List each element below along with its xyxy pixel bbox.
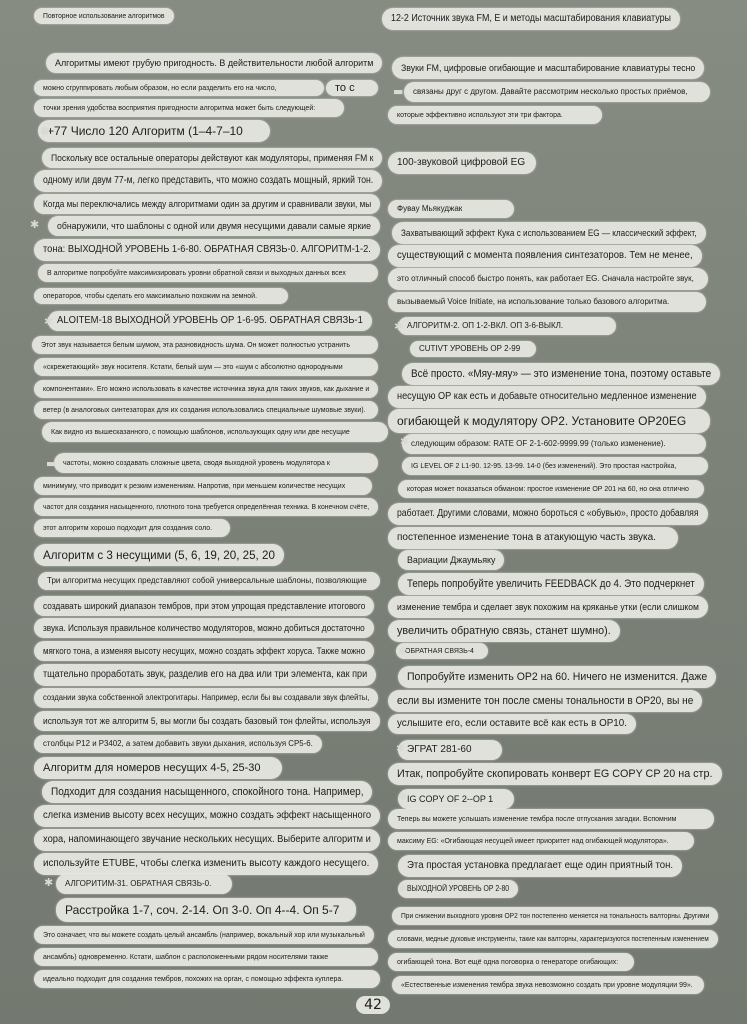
right-text-line xyxy=(388,200,514,218)
line-text: CUTIVT УРОВЕНЬ ОР 2-99 xyxy=(419,344,521,353)
left-text-line xyxy=(34,288,288,304)
right-text-line xyxy=(388,386,706,408)
right-text-line xyxy=(398,573,704,595)
line-text: Подходит для создания насыщенного, спокойного тона. Например, xyxy=(51,785,364,798)
line-text: частоты, можно создавать сложные цвета, сводя выходной уровень модулятора к xyxy=(63,459,330,467)
star-icon: ✱ xyxy=(398,790,408,803)
line-text: Алгоритм для номеров несущих 4-5, 25-30 xyxy=(43,761,261,774)
left-text-line xyxy=(34,711,380,731)
left-text-line xyxy=(34,853,378,875)
line-text: тона: ВЫХОДНОЙ УРОВЕНЬ 1-6-80. ОБРАТНАЯ СВЯЗЬ-0. АЛГОРИТМ-1-2. xyxy=(43,244,371,255)
line-text: Вариации Джаумьяку xyxy=(407,554,496,565)
right-text-line xyxy=(398,550,504,570)
left-text-line xyxy=(34,380,378,398)
left-text-line xyxy=(34,8,174,24)
line-text: Всё просто. «Мяу-мяу» — это изменение тона, поэтому оставьте xyxy=(411,367,712,380)
left-text-line xyxy=(34,170,382,192)
right-text-line xyxy=(388,620,620,642)
line-text: создавать широкий диапазон тембров, при этом упрощая представление итогового xyxy=(43,600,366,611)
left-text-line xyxy=(34,926,374,944)
star-icon: ✱ xyxy=(400,435,410,448)
line-text: Попробуйте изменить ОР2 на 60. Ничего не изменится. Даже xyxy=(407,670,708,683)
left-text-line xyxy=(38,120,270,142)
left-text-line xyxy=(34,618,374,638)
line-text: несущую ОР как есть и добавьте относительно медленное изменение xyxy=(397,391,697,402)
line-text: Алгоритм с 3 несущими (5, 6, 19, 20, 25, 20 xyxy=(43,548,275,562)
left-text-line xyxy=(38,572,380,590)
right-text-line xyxy=(388,152,536,174)
left-text-line xyxy=(34,194,380,214)
left-text-line xyxy=(34,544,284,566)
line-text: Этот звук называется белым шумом, эта разновидность шума. Он может полностью устранить xyxy=(41,341,351,349)
line-text: ветер (в аналоговых синтезаторах для их создания использовались специальные шумовые звуки). xyxy=(43,406,366,414)
star-icon: ✱ xyxy=(30,218,40,231)
right-text-line xyxy=(388,809,714,829)
marker-icon: ▬ xyxy=(393,85,404,98)
line-text: Фувау Мьякуджак xyxy=(397,204,463,213)
left-text-line xyxy=(56,874,232,894)
left-text-line xyxy=(34,688,378,708)
left-text-line xyxy=(34,498,378,516)
line-text: АЛГОРИТМ-2. ОП 1-2-ВКЛ. ОП 3-6-ВЫКЛ. xyxy=(407,321,564,330)
right-text-line xyxy=(398,789,514,809)
line-text: При снижении выходного уровня OP2 тон постепенно меняется на тональность валторны. Другими xyxy=(401,912,710,920)
right-text-line xyxy=(392,57,704,79)
right-text-line xyxy=(388,292,706,312)
line-text: вызываемый Voice Initiate, на использование только базового алгоритма. xyxy=(397,297,670,306)
line-text: В алгоритме попробуйте максимизировать уровни обратной связи и выходных данных всех xyxy=(47,269,346,277)
line-text: частот для создания насыщенного, плотного тона требуется определённая техника. В конечном счёте, xyxy=(43,503,370,511)
line-text: IG LEVEL OF 2 L1-90. 12-95. 13-99. 14-0 (без изменений). Это простая настройка, xyxy=(411,462,677,470)
line-text: связаны друг с другом. Давайте рассмотрим несколько простых приёмов, xyxy=(413,87,688,96)
right-text-line xyxy=(398,880,518,898)
left-text-line xyxy=(34,596,374,616)
left-text-line xyxy=(48,311,372,331)
line-text: Это означает, что вы можете создать целый ансамбль (например, вокальный хор или музыкальный xyxy=(43,931,365,939)
line-text: увеличить обратную связь, станет шумно). xyxy=(397,624,611,637)
line-text: 100-звуковой цифровой EG xyxy=(397,157,526,168)
left-text-line xyxy=(34,239,380,261)
line-text: огибающей к модулятору OP2. Установите OP20EG xyxy=(397,414,687,428)
line-text: обнаружили, что шаблоны с одной или двумя несущими давали самые яркие xyxy=(57,220,371,231)
left-text-line xyxy=(42,148,382,168)
right-text-line xyxy=(388,527,678,549)
line-text: столбцы Р12 и Р3402, а затем добавить звуки дыхания, используя СР5-6. xyxy=(43,739,313,748)
left-text-line xyxy=(42,781,372,803)
left-text-line xyxy=(34,664,376,686)
right-text-line xyxy=(398,480,704,498)
line-text: операторов, чтобы сделать его максимально похожим на земной. xyxy=(43,292,258,300)
left-text-line xyxy=(34,735,322,753)
line-text: Итак, попробуйте скопировать конверт EG COPY CP 20 на стр. xyxy=(397,767,713,780)
line-text: ALOITEM-18 ВЫХОДНОЙ УРОВЕНЬ ОР 1-6-95. ОБРАТНАЯ СВЯЗЬ-1 xyxy=(57,315,363,326)
right-text-line xyxy=(388,268,708,290)
line-text: Когда мы переключались между алгоритмами один за другим и сравнивали звуки, мы xyxy=(43,198,372,209)
line-text: Три алгоритма несущих представляют собой универсальные шаблоны, позволяющие xyxy=(47,576,367,585)
line-text: IG COPY OF 2--OP 1 xyxy=(407,793,494,804)
left-text-line xyxy=(34,641,374,661)
line-text: огибающей тона. Вот ещё одна поговорка о генераторе огибающих: xyxy=(397,958,619,966)
right-text-line xyxy=(388,930,718,948)
line-text: АЛГОРИТИМ-31. ОБРАТНАЯ СВЯЗЬ-0. xyxy=(65,879,212,888)
left-text-line xyxy=(54,453,378,473)
line-text: словами, медные духовые инструменты, такие как валторны, характеризуются постепенным изменением xyxy=(397,935,709,943)
left-text-line xyxy=(34,519,230,537)
line-text: создании звука собственной электрогитары. Например, если бы вы создавали звук флейты, xyxy=(43,693,370,702)
star-icon: ✱ xyxy=(44,315,54,328)
line-text: изменение тембра и сделает звук похожим на кряканье утки (если слишком xyxy=(397,601,699,612)
line-text: хора, напоминающего звучание нескольких несущих. Выберите алгоритм и xyxy=(43,834,371,845)
line-text: Поскольку все остальные операторы действуют как модуляторы, применяя FM к xyxy=(51,152,374,163)
right-text-line xyxy=(398,317,616,335)
line-text: +77 Число 120 Алгоритм (1–4-7–10 xyxy=(47,124,243,138)
right-text-line xyxy=(410,341,536,357)
line-text: компонентами». Его можно использовать в качестве источника звука для таких звуков, как дыхание и xyxy=(43,385,370,393)
left-text-line xyxy=(32,336,378,354)
left-text-line xyxy=(34,757,282,779)
bullet-icon: ● xyxy=(40,124,50,137)
right-text-line xyxy=(402,363,720,385)
right-text-line xyxy=(388,832,694,850)
left-text-line xyxy=(56,898,356,922)
line-text: это отличный способ быстро понять, как работает EG. Сначала настройте звук, xyxy=(397,274,694,283)
line-text: услышите его, если оставите всё как есть в OP10. xyxy=(397,718,627,729)
right-text-line xyxy=(388,106,602,124)
line-text: работает. Другими словами, можно бороться с «обувью», просто добавляя xyxy=(397,508,699,519)
line-text: которые эффективно используют эти три фактора. xyxy=(397,111,563,119)
right-text-line xyxy=(392,976,704,994)
star-icon: ✱ xyxy=(44,876,54,889)
line-text: следующим образом: RATE OF 2-1-602-9999.99 (только изменение). xyxy=(411,439,666,448)
left-text-line xyxy=(46,53,382,73)
left-text-line xyxy=(38,264,378,282)
line-text: если вы измените тон после смены тональности в OP20, вы не xyxy=(397,694,694,707)
left-text-line xyxy=(34,970,380,988)
line-text: слегка изменив высоту всех несущих, можно создать эффект насыщенного xyxy=(43,810,372,821)
line-text: ансамбль) одновременно. Кстати, шаблон с расположенными рядом носителями также xyxy=(43,953,329,961)
line-text: Теперь попробуйте увеличить FEEDBACK до 4. Это подчеркнет xyxy=(407,577,695,590)
right-text-line xyxy=(396,643,488,659)
page-number: 42 xyxy=(356,996,390,1014)
line-text: используя тот же алгоритм 5, вы могли бы создать базовый тон флейты, используя xyxy=(43,715,371,726)
left-text-line xyxy=(48,216,380,236)
line-text: Расстройка 1-7, соч. 2-14. Оп 3-0. Оп 4--4. Оп 5-7 xyxy=(65,903,340,917)
left-text-line xyxy=(34,805,380,827)
right-text-line xyxy=(388,596,708,618)
star-icon: ✱ xyxy=(398,882,408,895)
line-text: ВЫХОДНОЙ УРОВЕНЬ ОР 2-80 xyxy=(407,884,510,893)
line-text: ОБРАТНАЯ СВЯЗЬ-4 xyxy=(405,647,474,655)
right-text-line xyxy=(398,740,502,760)
left-text-line xyxy=(34,99,344,117)
line-text: точки зрения удобства восприятия пригодности алгоритма может быть следующей: xyxy=(43,104,316,112)
line-text: Эта простая установка предлагает еще один приятный тон. xyxy=(407,860,674,871)
line-text: то с xyxy=(335,81,355,94)
line-text: которая может показаться обманом: простое изменение ОР 201 на 60, но она отлично xyxy=(407,485,689,493)
left-text-line xyxy=(42,422,388,442)
right-text-line xyxy=(382,8,680,30)
right-text-line xyxy=(398,666,716,688)
right-text-line xyxy=(388,714,636,734)
right-text-line xyxy=(388,503,708,525)
star-icon: ✱ xyxy=(398,645,408,658)
line-text: Звуки FM, цифровые огибающие и масштабирование клавиатуры тесно xyxy=(401,62,696,73)
line-text: звука. Используя правильное количество модуляторов, можно добиться достаточно xyxy=(43,622,365,633)
line-text: Захватывающий эффект Кука с использованием EG — классический эффект, xyxy=(401,227,697,238)
left-text-line xyxy=(34,829,380,851)
right-text-line xyxy=(388,245,702,267)
right-text-line xyxy=(388,409,710,433)
left-text-line xyxy=(34,358,378,376)
line-text: этот алгоритм хорошо подходит для создания соло. xyxy=(43,524,213,532)
right-text-line xyxy=(402,457,708,475)
line-text: Теперь вы можете услышать изменение тембра после отпускания загадки. Вспомним xyxy=(397,815,677,823)
left-text-line xyxy=(34,80,324,96)
line-text: постепенное изменение тона в атакующую часть звука. xyxy=(397,532,656,543)
line-text: Алгоритмы имеют грубую пригодность. В действительности любой алгоритм xyxy=(55,57,374,68)
line-text: максиму EG: «Огибающая несущей имеет приоритет над огибающей модулятора». xyxy=(397,837,669,845)
line-text: ЭГРАТ 281-60 xyxy=(407,744,472,755)
line-text: «скрежетающий» звук носителя. Кстати, белый шум — это «шум с абсолютно однородными xyxy=(43,363,343,371)
right-text-line xyxy=(404,82,710,102)
left-text-line xyxy=(326,80,378,96)
line-text: можно сгруппировать любым образом, но если разделить его на число, xyxy=(43,84,277,92)
right-text-line xyxy=(398,855,682,877)
line-text: используйте ETUBE, чтобы слегка изменить высоту каждого несущего. xyxy=(43,858,370,869)
marker-icon: ▬ xyxy=(46,457,57,470)
line-text: существующий с момента появления синтезаторов. Тем не менее, xyxy=(397,250,693,261)
line-text: 12-2 Источник звука FM, Е и методы масштабирования клавиатуры xyxy=(391,13,671,24)
line-text: Как видно из вышесказанного, с помощью шаблонов, использующих одну или две несущие xyxy=(51,428,350,436)
left-text-line xyxy=(34,477,372,495)
right-text-line xyxy=(388,763,722,785)
star-icon: ✱ xyxy=(394,320,404,333)
line-text: «Естественные изменения тембра звука невозможно создать при уровне модуляции 99». xyxy=(401,981,693,989)
line-text: одному или двум 77-м, легко представить, что можно создать мощный, яркий тон. xyxy=(43,175,374,186)
star-icon: ✱ xyxy=(396,742,406,755)
right-text-line xyxy=(388,690,702,712)
right-text-line xyxy=(388,953,634,971)
left-text-line xyxy=(34,401,378,419)
line-text: минимуму, что приводит к резким изменениям. Напротив, при меньшем количестве несущих xyxy=(43,482,346,490)
left-text-line xyxy=(34,948,378,966)
line-text: мягкого тона, а изменяя высоту несущих, можно создать эффект хоруса. Также можно xyxy=(43,645,366,656)
right-text-line xyxy=(392,907,718,925)
line-text: идеально подходит для создания тембров, похожих на орган, с помощью эффекта куплера. xyxy=(43,975,344,983)
line-text: Повторное использование алгоритмов xyxy=(43,12,165,20)
line-text: тщательно проработать звук, разделив его на два или три элемента, как при xyxy=(43,669,368,680)
right-text-line xyxy=(402,434,706,454)
right-text-line xyxy=(392,222,706,244)
